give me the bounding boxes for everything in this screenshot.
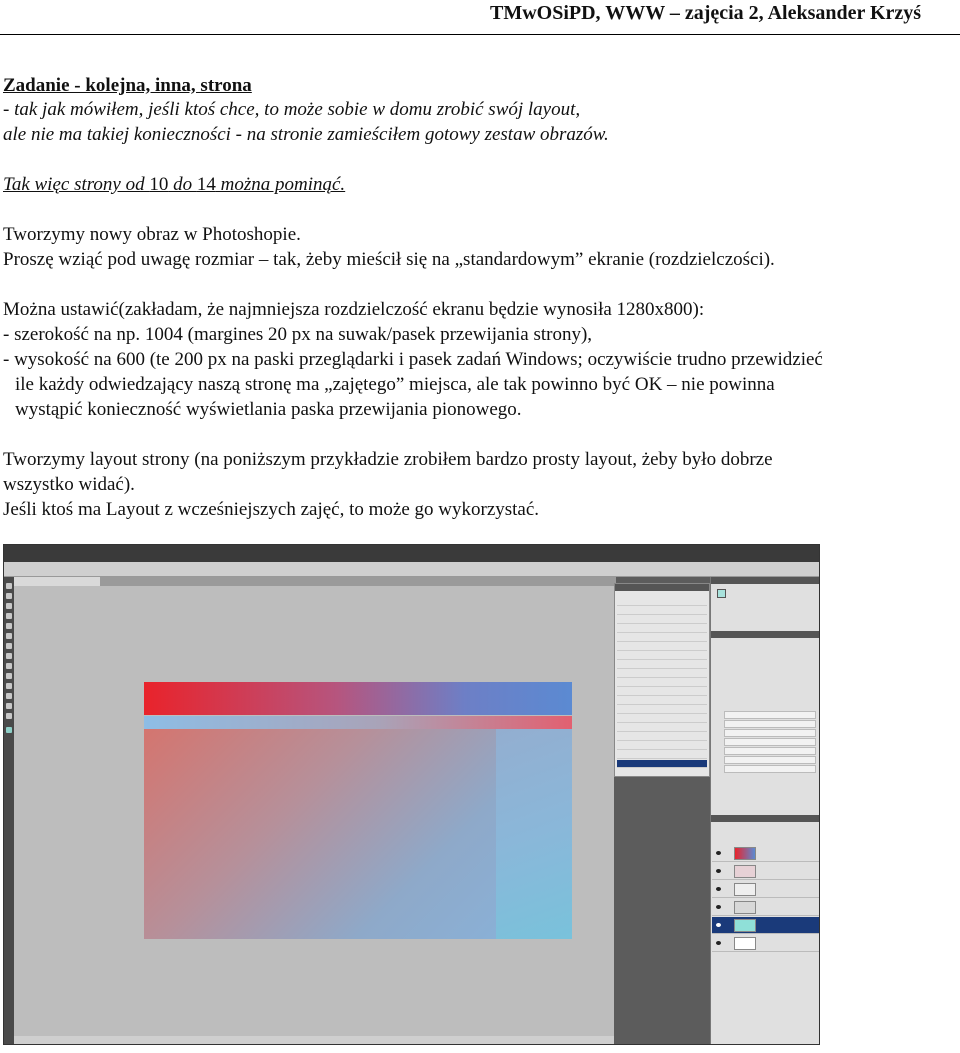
create-line-2: Proszę wziąć pod uwagę rozmiar – tak, żeby mieścił się na „standardowym” ekranie (rozdzielczości). [3, 249, 775, 270]
history-row [617, 607, 707, 615]
history-row [617, 634, 707, 642]
ps-menubar [4, 545, 819, 562]
skip-text-2: do [168, 174, 197, 195]
layer-thumbnail [734, 901, 756, 914]
layer-thumbnail [734, 865, 756, 878]
brush-tool-icon [6, 643, 12, 649]
layout-sidebar-block [496, 729, 572, 939]
history-row [617, 679, 707, 687]
layer-row [712, 899, 820, 916]
settings-line-3: - wysokość na 600 (te 200 px na paski przeglądarki i pasek zadań Windows; oczywiście trudno przewidzieć [3, 349, 823, 370]
history-row [617, 742, 707, 750]
preset-row [724, 747, 816, 755]
preset-row [724, 711, 816, 719]
settings-line-4: ile każdy odwiedzający naszą stronę ma „zajętego” miejsca, ale tak powinno być OK – nie powinna [15, 374, 775, 395]
skip-text-1: Tak więc strony od [3, 174, 150, 195]
layout-line-3: Jeśli ktoś ma Layout z wcześniejszych zajęć, to może go wykorzystać. [3, 499, 540, 520]
history-row [617, 643, 707, 651]
visibility-eye-icon [716, 905, 721, 909]
history-row [617, 733, 707, 741]
layer-thumbnail [734, 937, 756, 950]
ps-adjustments-panel-head [711, 631, 820, 638]
history-row [617, 706, 707, 714]
stamp-tool-icon [6, 653, 12, 659]
eyedropper-tool-icon [6, 633, 12, 639]
gradient-tool-icon [6, 673, 12, 679]
marquee-tool-icon [6, 593, 12, 599]
visibility-eye-icon [716, 923, 721, 927]
history-row [617, 724, 707, 732]
layer-thumbnail [734, 847, 756, 860]
wand-tool-icon [6, 613, 12, 619]
layer-row [712, 863, 820, 880]
ps-toolbox [4, 577, 14, 1045]
foreground-color-icon [717, 589, 726, 598]
layout-content-block [144, 729, 496, 939]
intro-line-2: ale nie ma takiej konieczności - na stronie zamieściłem gotowy zestaw obrazów. [3, 124, 609, 145]
ps-document-tabbar [14, 577, 616, 586]
visibility-eye-icon [716, 851, 721, 855]
preset-row [724, 720, 816, 728]
history-row [617, 661, 707, 669]
ps-options-bar [4, 562, 819, 577]
layer-row-selected [712, 917, 820, 934]
history-row [617, 652, 707, 660]
ps-right-panels [710, 577, 820, 1045]
layer-thumbnail [734, 919, 756, 932]
skip-pages-note [3, 173, 345, 198]
settings-line-2: - szerokość na np. 1004 (margines 20 px na suwak/pasek przewijania strony), [3, 324, 593, 345]
hand-tool-icon [6, 703, 12, 709]
history-row [617, 598, 707, 606]
crop-tool-icon [6, 623, 12, 629]
header-rule [0, 34, 960, 35]
visibility-eye-icon [716, 887, 721, 891]
preset-row [724, 756, 816, 764]
task-heading: Zadanie - kolejna, inna, strona [3, 75, 252, 96]
history-row [617, 625, 707, 633]
preset-row [724, 765, 816, 773]
ps-color-panel-head [711, 577, 820, 584]
history-row [617, 715, 707, 723]
history-row [617, 688, 707, 696]
move-tool-icon [6, 583, 12, 589]
zoom-tool-icon [6, 713, 12, 719]
create-line-1: Tworzymy nowy obraz w Photoshopie. [3, 224, 301, 245]
lasso-tool-icon [6, 603, 12, 609]
layout-header-block [144, 682, 572, 715]
eraser-tool-icon [6, 663, 12, 669]
running-header: TMwOSiPD, WWW – zajęcia 2, Aleksander Krzyś [490, 2, 922, 24]
history-row [617, 670, 707, 678]
skip-num-1: 10 [149, 174, 169, 195]
pen-tool-icon [6, 683, 12, 689]
intro-line-1: - tak jak mówiłem, jeśli ktoś chce, to może sobie w domu zrobić swój layout, [3, 99, 581, 120]
settings-line-5: wystąpić konieczność wyświetlania paska przewijania pionowego. [15, 399, 522, 420]
color-swatch-icon [6, 727, 12, 733]
type-tool-icon [6, 693, 12, 699]
history-row [617, 751, 707, 759]
preset-row [724, 729, 816, 737]
ps-status-bar [14, 1036, 614, 1045]
history-row [617, 697, 707, 705]
history-row-selected [617, 760, 707, 768]
layer-row [712, 881, 820, 898]
layer-row [712, 845, 820, 862]
settings-line-1: Można ustawić(zakładam, że najmniejsza rozdzielczość ekranu będzie wynosiła 1280x800): [3, 299, 705, 320]
skip-text-3: można pominąć. [215, 174, 346, 195]
history-row [617, 616, 707, 624]
ps-layers-panel-head [711, 815, 820, 822]
ps-history-panel [614, 583, 710, 777]
skip-num-2: 14 [196, 174, 216, 195]
ps-history-panel-head [615, 584, 709, 591]
visibility-eye-icon [716, 869, 721, 873]
preset-row [724, 738, 816, 746]
layer-thumbnail [734, 883, 756, 896]
photoshop-screenshot [3, 544, 820, 1045]
layout-menu-strip [144, 716, 572, 729]
visibility-eye-icon [716, 941, 721, 945]
ps-document-tab [14, 577, 100, 586]
layout-line-2: wszystko widać). [3, 474, 135, 495]
layer-row [712, 935, 820, 952]
layout-line-1: Tworzymy layout strony (na poniższym przykładzie zrobiłem bardzo prosty layout, żeby było dobrze [3, 449, 773, 470]
